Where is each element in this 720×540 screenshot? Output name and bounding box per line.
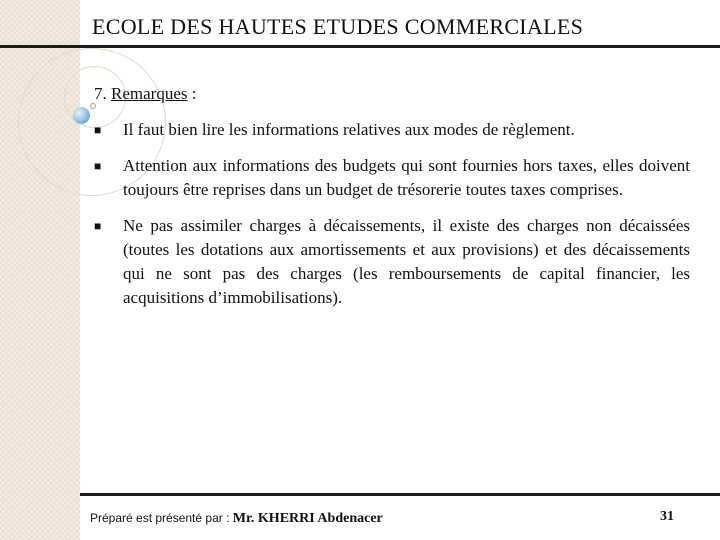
list-item-text: Attention aux informations des budgets qui sont fournies hors taxes, elles doivent toujours être reprises dans un budget de trésorerie toutes taxes comprises. [123, 156, 690, 199]
square-bullet-icon: ■ [94, 123, 102, 137]
footer-author: Mr. KHERRI Abdenacer [232, 511, 383, 526]
section-heading-colon: : [191, 84, 197, 103]
list-item-text: Il faut bien lire les informations relatives aux modes de règlement. [123, 120, 575, 139]
remarks-list [94, 118, 690, 322]
decorative-blue-dot-icon [73, 107, 90, 124]
page-number: 31 [660, 509, 674, 524]
list-item [94, 154, 690, 202]
page-title: ECOLE DES HAUTES ETUDES COMMERCIALES [92, 14, 584, 39]
square-bullet-icon: ■ [94, 219, 102, 233]
section-number: 7. [94, 84, 107, 103]
footer-prepared-label: Préparé est présenté par : [90, 511, 230, 525]
list-item-text: Ne pas assimiler charges à décaissements, il existe des charges non décaissées (toutes les dotations aux amortissements et aux provisions) et des décaissements qui ne sont pas des charges (les remboursements de capital financier, les acquisitions d’immobilisations). [123, 216, 690, 307]
title-divider [0, 45, 720, 48]
section-heading-text: Remarques [111, 84, 188, 103]
list-item [94, 118, 690, 142]
section-heading [94, 84, 196, 104]
list-item [94, 214, 690, 310]
square-bullet-icon: ■ [94, 159, 102, 173]
footer-credit [90, 511, 383, 527]
footer-divider [80, 493, 720, 496]
